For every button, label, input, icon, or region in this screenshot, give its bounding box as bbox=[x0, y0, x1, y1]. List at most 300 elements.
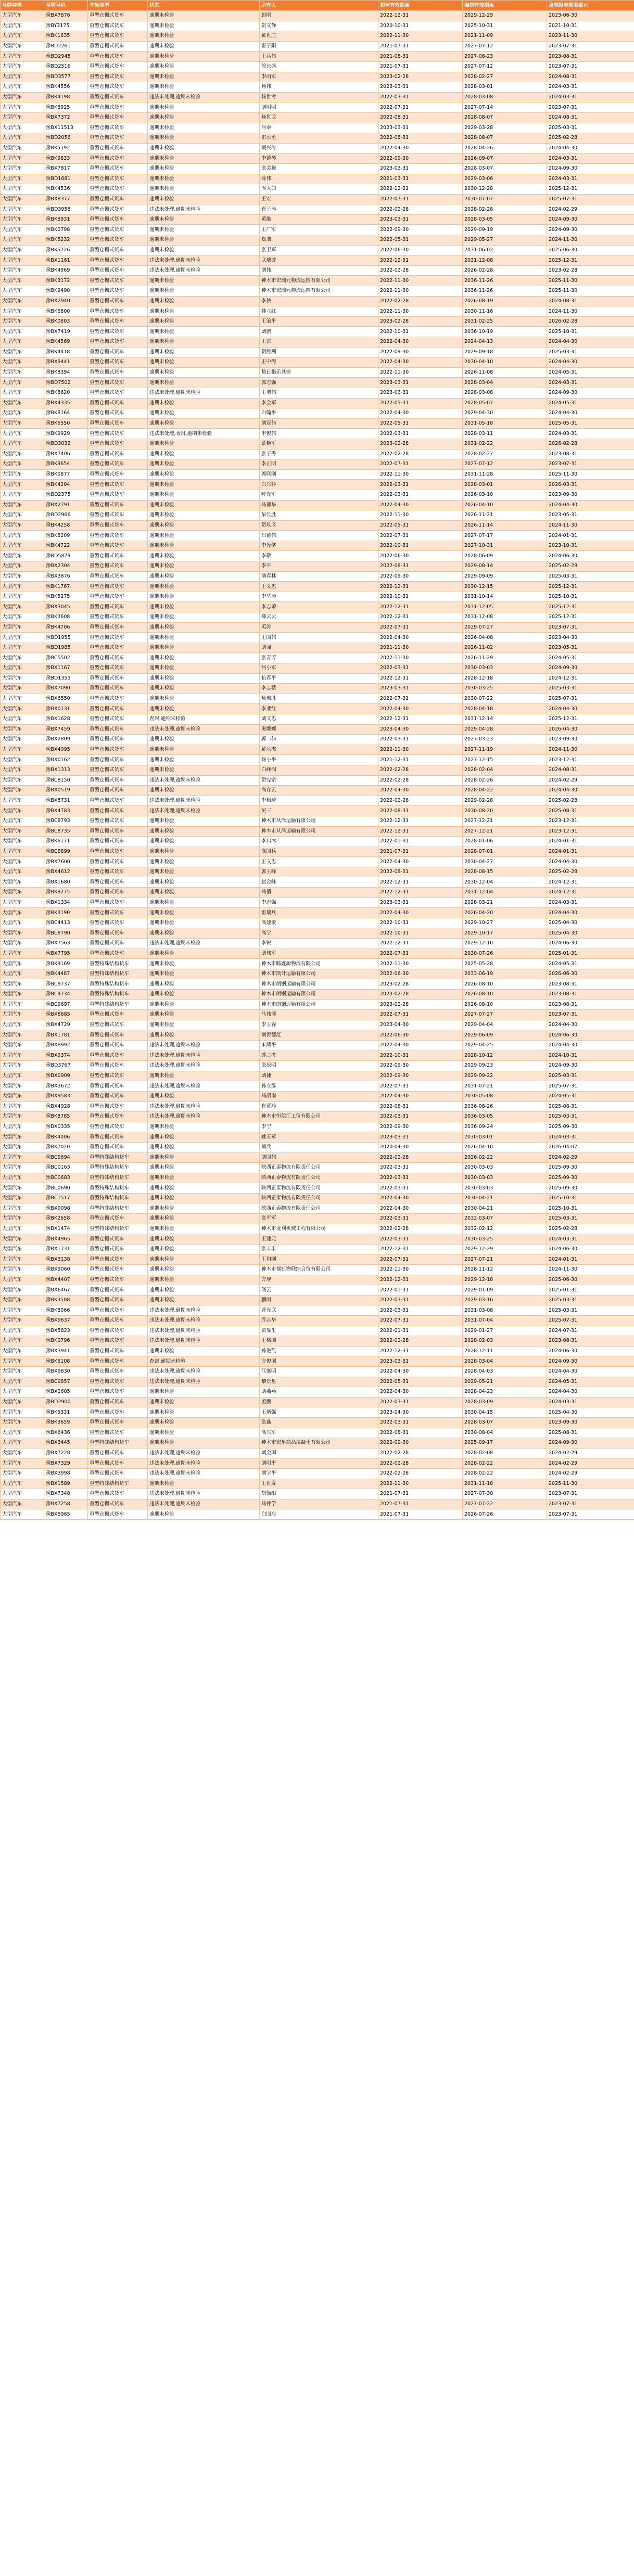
cell-status: 逾期未检验 bbox=[148, 1438, 260, 1449]
cell-inspection-due: 2022-12-31 bbox=[378, 1275, 463, 1285]
cell-vehicle-type: 重型仓栅式货车 bbox=[88, 439, 148, 449]
cell-plate-type: 大型汽车 bbox=[1, 265, 44, 276]
cell-inspection-due: 2022-09-30 bbox=[378, 347, 463, 357]
cell-plate-type: 大型汽车 bbox=[1, 255, 44, 266]
cell-inspection-due: 2022-06-30 bbox=[378, 245, 463, 255]
table-row bbox=[1, 1275, 634, 1285]
cell-mandatory-due: 2027-07-27 bbox=[463, 1010, 547, 1020]
cell-scrap-deadline: 2024-04-30 bbox=[547, 357, 634, 368]
cell-status: 逾期未检验 bbox=[148, 531, 260, 541]
cell-owner: 神木市宏瑞元物流运输有限公司 bbox=[260, 286, 378, 297]
cell-plate-number: 豫BX6436 bbox=[44, 1428, 88, 1438]
cell-owner: 贺宪宗 bbox=[260, 775, 378, 786]
cell-status: 逾期未检验 bbox=[148, 1163, 260, 1173]
cell-owner: 贺胜利 bbox=[260, 347, 378, 357]
cell-owner: 杭春平 bbox=[260, 673, 378, 684]
table-row bbox=[1, 755, 634, 765]
cell-mandatory-due: 2030-07-26 bbox=[463, 949, 547, 959]
cell-status: 逾期未检验 bbox=[148, 816, 260, 826]
cell-owner: 马伟博 bbox=[260, 1010, 378, 1020]
cell-plate-number: 豫BC9857 bbox=[44, 1377, 88, 1387]
cell-scrap-deadline: 2024-04-30 bbox=[547, 1366, 634, 1377]
cell-inspection-due: 2022-04-30 bbox=[378, 143, 463, 153]
cell-plate-number: 豫BC0683 bbox=[44, 1173, 88, 1183]
cell-plate-type: 大型汽车 bbox=[1, 1183, 44, 1194]
cell-plate-number: 豫BD7502 bbox=[44, 378, 88, 388]
cell-plate-number: 豫BK4706 bbox=[44, 622, 88, 633]
cell-scrap-deadline: 2024-12-31 bbox=[547, 888, 634, 898]
cell-plate-type: 大型汽车 bbox=[1, 908, 44, 918]
cell-vehicle-type: 重型仓栅式货车 bbox=[88, 21, 148, 31]
table-row bbox=[1, 1152, 634, 1163]
cell-vehicle-type: 重型仓栅式货车 bbox=[88, 1071, 148, 1081]
cell-status: 逾期未检验 bbox=[148, 133, 260, 144]
cell-mandatory-due: 2029-09-23 bbox=[463, 1061, 547, 1071]
cell-mandatory-due: 2028-03-04 bbox=[463, 1356, 547, 1367]
cell-plate-number: 豫BC4413 bbox=[44, 918, 88, 928]
table-row bbox=[1, 1163, 634, 1173]
cell-status: 逾期未检验 bbox=[148, 102, 260, 113]
cell-owner: 神木市郁钮物联综合贸有限公司 bbox=[260, 1265, 378, 1275]
cell-plate-type: 大型汽车 bbox=[1, 286, 44, 297]
cell-owner: 高兴军 bbox=[260, 1428, 378, 1438]
cell-vehicle-type: 重型仓栅式货车 bbox=[88, 704, 148, 714]
cell-inspection-due: 2022-08-31 bbox=[378, 561, 463, 572]
cell-owner: 周大如 bbox=[260, 184, 378, 195]
table-row bbox=[1, 112, 634, 123]
cell-inspection-due: 2023-03-31 bbox=[378, 388, 463, 398]
cell-scrap-deadline: 2021-10-31 bbox=[547, 21, 634, 31]
cell-mandatory-due: 2032-02-12 bbox=[463, 1224, 547, 1234]
cell-status: 逾期未检验 bbox=[148, 765, 260, 775]
table-row bbox=[1, 765, 634, 775]
cell-vehicle-type: 重型仓栅式货车 bbox=[88, 72, 148, 82]
cell-inspection-due: 2023-03-31 bbox=[378, 684, 463, 694]
cell-status: 违法未处理,逾期未检验 bbox=[148, 1305, 260, 1316]
cell-plate-type: 大型汽车 bbox=[1, 959, 44, 969]
cell-mandatory-due: 2030-03-25 bbox=[463, 1234, 547, 1245]
cell-mandatory-due: 2026-04-10 bbox=[463, 500, 547, 510]
cell-plate-type: 大型汽车 bbox=[1, 490, 44, 500]
cell-plate-number: 豫BX4965 bbox=[44, 1234, 88, 1245]
cell-status: 逾期未检验 bbox=[148, 235, 260, 246]
cell-vehicle-type: 重型仓栅式货车 bbox=[88, 1499, 148, 1509]
cell-inspection-due: 2022-11-30 bbox=[378, 276, 463, 286]
cell-owner: 徐长盛 bbox=[260, 61, 378, 72]
cell-mandatory-due: 2030-12-15 bbox=[463, 582, 547, 592]
cell-inspection-due: 2022-04-30 bbox=[378, 408, 463, 419]
cell-mandatory-due: 2028-04-18 bbox=[463, 704, 547, 714]
cell-status: 违法未处理,逾期未检验 bbox=[148, 1377, 260, 1387]
cell-scrap-deadline: 2023-02-28 bbox=[547, 265, 634, 276]
cell-plate-number: 豫BC8735 bbox=[44, 826, 88, 837]
cell-status: 逾期未检验 bbox=[148, 296, 260, 306]
cell-scrap-deadline: 2024-04-30 bbox=[547, 1040, 634, 1050]
table-row bbox=[1, 724, 634, 735]
cell-status: 逾期未检验 bbox=[148, 857, 260, 867]
cell-status: 逾期未检验 bbox=[148, 622, 260, 633]
cell-inspection-due: 2021-07-31 bbox=[378, 61, 463, 72]
cell-status: 逾期未检验 bbox=[148, 1193, 260, 1203]
table-row bbox=[1, 1254, 634, 1265]
cell-inspection-due: 2022-04-30 bbox=[378, 500, 463, 510]
cell-plate-type: 大型汽车 bbox=[1, 704, 44, 714]
cell-plate-number: 豫BD1985 bbox=[44, 643, 88, 653]
table-row bbox=[1, 286, 634, 297]
cell-plate-type: 大型汽车 bbox=[1, 1366, 44, 1377]
cell-owner: 赵金峰 bbox=[260, 877, 378, 888]
cell-owner: 马韶南 bbox=[260, 1091, 378, 1101]
cell-vehicle-type: 重型仓栅式货车 bbox=[88, 775, 148, 786]
table-row bbox=[1, 1417, 634, 1428]
cell-scrap-deadline: 2025-05-31 bbox=[547, 418, 634, 429]
cell-scrap-deadline: 2024-01-31 bbox=[547, 837, 634, 847]
cell-vehicle-type: 重型仓栅式货车 bbox=[88, 571, 148, 582]
cell-inspection-due: 2022-12-31 bbox=[378, 816, 463, 826]
cell-scrap-deadline: 2023-07-31 bbox=[547, 1499, 634, 1509]
cell-owner: 李德琴 bbox=[260, 153, 378, 164]
table-row bbox=[1, 255, 634, 266]
cell-vehicle-type: 重型仓栅式货车 bbox=[88, 1112, 148, 1122]
cell-vehicle-type: 重型仓栅式货车 bbox=[88, 357, 148, 368]
table-row bbox=[1, 1132, 634, 1143]
cell-plate-type: 大型汽车 bbox=[1, 1407, 44, 1418]
cell-owner: 李志强 bbox=[260, 898, 378, 908]
cell-inspection-due: 2022-11-30 bbox=[378, 469, 463, 480]
cell-owner: 郭联刚 bbox=[260, 469, 378, 480]
table-row bbox=[1, 357, 634, 368]
cell-plate-number: 豫BK9833 bbox=[44, 153, 88, 164]
cell-vehicle-type: 重型仓栅式货车 bbox=[88, 1468, 148, 1479]
cell-scrap-deadline: 2025-09-30 bbox=[547, 1183, 634, 1194]
cell-plate-type: 大型汽车 bbox=[1, 184, 44, 195]
cell-plate-type: 大型汽车 bbox=[1, 357, 44, 368]
cell-vehicle-type: 重型仓栅式货车 bbox=[88, 480, 148, 490]
cell-inspection-due: 2022-11-30 bbox=[378, 367, 463, 378]
cell-scrap-deadline: 2025-10-31 bbox=[547, 1203, 634, 1214]
cell-plate-type: 大型汽车 bbox=[1, 612, 44, 623]
cell-plate-type: 大型汽车 bbox=[1, 1468, 44, 1479]
cell-inspection-due: 2021-07-31 bbox=[378, 1489, 463, 1500]
cell-mandatory-due: 2031-02-22 bbox=[463, 439, 547, 449]
cell-mandatory-due: 2026-04-10 bbox=[463, 1142, 547, 1152]
table-row bbox=[1, 1356, 634, 1367]
cell-vehicle-type: 重型仓栅式货车 bbox=[88, 602, 148, 612]
cell-plate-number: 豫BD2375 bbox=[44, 490, 88, 500]
cell-inspection-due: 2022-07-31 bbox=[378, 694, 463, 704]
cell-owner: 高学 bbox=[260, 928, 378, 939]
cell-vehicle-type: 重型仓栅式货车 bbox=[88, 388, 148, 398]
cell-owner: 刘得德厄 bbox=[260, 1030, 378, 1041]
cell-vehicle-type: 重型仓栅式货车 bbox=[88, 204, 148, 215]
cell-plate-number: 豫BX7228 bbox=[44, 1448, 88, 1458]
table-row bbox=[1, 296, 634, 306]
cell-vehicle-type: 重型特殊结构货车 bbox=[88, 1152, 148, 1163]
cell-scrap-deadline: 2024-04-30 bbox=[547, 1020, 634, 1030]
cell-mandatory-due: 2028-02-27 bbox=[463, 449, 547, 459]
cell-inspection-due: 2022-10-31 bbox=[378, 1050, 463, 1061]
cell-vehicle-type: 重型特殊结构货车 bbox=[88, 1479, 148, 1489]
header-plate-type: 号牌种类 bbox=[1, 1, 44, 11]
cell-plate-type: 大型汽车 bbox=[1, 225, 44, 235]
cell-plate-number: 豫BK6800 bbox=[44, 306, 88, 317]
cell-plate-number: 豫BK1767 bbox=[44, 582, 88, 592]
cell-owner: 慕艳军 bbox=[260, 439, 378, 449]
cell-owner: 杨小平 bbox=[260, 755, 378, 765]
cell-inspection-due: 2022-02-28 bbox=[378, 204, 463, 215]
table-row bbox=[1, 1010, 634, 1020]
cell-plate-number: 豫BK5331 bbox=[44, 1407, 88, 1418]
cell-plate-number: 豫BC9694 bbox=[44, 1152, 88, 1163]
cell-scrap-deadline: 2024-03-31 bbox=[547, 82, 634, 93]
table-row bbox=[1, 898, 634, 908]
cell-plate-number: 豫BK8066 bbox=[44, 1305, 88, 1316]
cell-plate-type: 大型汽车 bbox=[1, 867, 44, 877]
table-row bbox=[1, 643, 634, 653]
cell-vehicle-type: 重型仓栅式货车 bbox=[88, 898, 148, 908]
cell-plate-number: 豫BK4204 bbox=[44, 480, 88, 490]
cell-scrap-deadline: 2024-03-31 bbox=[547, 429, 634, 439]
cell-inspection-due: 2023-04-30 bbox=[378, 724, 463, 735]
cell-inspection-due: 2022-04-30 bbox=[378, 786, 463, 796]
cell-status: 逾期未检验 bbox=[148, 1295, 260, 1305]
cell-mandatory-due: 2026-04-08 bbox=[463, 633, 547, 643]
cell-inspection-due: 2022-07-31 bbox=[378, 459, 463, 470]
cell-mandatory-due: 2029-10-17 bbox=[463, 928, 547, 939]
cell-plate-number: 豫BK8925 bbox=[44, 102, 88, 113]
cell-plate-number: 豫BK8931 bbox=[44, 214, 88, 225]
cell-mandatory-due: 2027-07-30 bbox=[463, 1489, 547, 1500]
cell-mandatory-due: 2031-12-04 bbox=[463, 888, 547, 898]
table-row bbox=[1, 1468, 634, 1479]
cell-owner: 王增伟 bbox=[260, 388, 378, 398]
cell-scrap-deadline: 2023-08-31 bbox=[547, 52, 634, 62]
cell-vehicle-type: 重型仓栅式货车 bbox=[88, 1254, 148, 1265]
cell-mandatory-due: 2028-02-03 bbox=[463, 1336, 547, 1347]
cell-owner: 闫云 bbox=[260, 1285, 378, 1296]
cell-owner: 王义忠 bbox=[260, 582, 378, 592]
cell-plate-number: 豫BX9583 bbox=[44, 1091, 88, 1101]
cell-owner: 解永杰 bbox=[260, 745, 378, 755]
cell-scrap-deadline: 2025-12-31 bbox=[547, 612, 634, 623]
cell-status: 逾期未检验 bbox=[148, 561, 260, 572]
cell-scrap-deadline: 2025-06-30 bbox=[547, 1275, 634, 1285]
cell-mandatory-due: 2031-11-18 bbox=[463, 1479, 547, 1489]
cell-plate-number: 豫BK4198 bbox=[44, 92, 88, 102]
cell-owner: 李梅琦 bbox=[260, 796, 378, 806]
table-row bbox=[1, 1509, 634, 1520]
cell-plate-number: 豫BX7876 bbox=[44, 11, 88, 21]
cell-inspection-due: 2023-03-31 bbox=[378, 163, 463, 174]
cell-owner: 李启冰 bbox=[260, 837, 378, 847]
cell-inspection-due: 2022-11-30 bbox=[378, 653, 463, 663]
cell-plate-number: 豫BC8899 bbox=[44, 847, 88, 857]
cell-scrap-deadline: 2024-01-31 bbox=[547, 1254, 634, 1265]
table-row bbox=[1, 1428, 634, 1438]
cell-plate-type: 大型汽车 bbox=[1, 939, 44, 949]
cell-inspection-due: 2022-07-31 bbox=[378, 1316, 463, 1326]
cell-owner: 王和刚 bbox=[260, 1254, 378, 1265]
cell-plate-number: 豫BX0131 bbox=[44, 704, 88, 714]
cell-plate-type: 大型汽车 bbox=[1, 1458, 44, 1469]
cell-status: 逾期未检验 bbox=[148, 378, 260, 388]
table-row bbox=[1, 1285, 634, 1296]
cell-scrap-deadline: 2024-06-30 bbox=[547, 939, 634, 949]
table-row bbox=[1, 1407, 634, 1418]
cell-plate-number: 豫BD1681 bbox=[44, 174, 88, 184]
cell-scrap-deadline: 2026-04-30 bbox=[547, 724, 634, 735]
cell-scrap-deadline: 2024-03-31 bbox=[547, 92, 634, 102]
cell-status: 逾期未检验 bbox=[148, 1010, 260, 1020]
cell-plate-number: 豫BX1167 bbox=[44, 663, 88, 674]
cell-mandatory-due: 2029-03-06 bbox=[463, 174, 547, 184]
cell-plate-type: 大型汽车 bbox=[1, 143, 44, 153]
cell-vehicle-type: 重型仓栅式货车 bbox=[88, 745, 148, 755]
cell-status: 逾期未检验 bbox=[148, 11, 260, 21]
cell-owner: 陕西正泰物流有限责任公司 bbox=[260, 1163, 378, 1173]
header-inspection-due: 初登有效期至 bbox=[378, 1, 463, 11]
cell-status: 违法未处理,逾期未检验 bbox=[148, 1489, 260, 1500]
cell-plate-number: 豫BK6550 bbox=[44, 418, 88, 429]
cell-inspection-due: 2022-04-30 bbox=[378, 633, 463, 643]
cell-vehicle-type: 重型仓栅式货车 bbox=[88, 123, 148, 133]
cell-plate-number: 豫BX9441 bbox=[44, 357, 88, 368]
cell-owner: 神木市恒信汇工贸有限公司 bbox=[260, 1112, 378, 1122]
cell-vehicle-type: 重型特殊结构货车 bbox=[88, 1193, 148, 1203]
cell-status: 违法未处理,逾期未检验 bbox=[148, 388, 260, 398]
cell-scrap-deadline: 2024-09-30 bbox=[547, 214, 634, 225]
cell-plate-number: 豫BD2261 bbox=[44, 41, 88, 52]
cell-owner: 申俊伟 bbox=[260, 429, 378, 439]
cell-mandatory-due: 2028-04-26 bbox=[463, 143, 547, 153]
cell-plate-type: 大型汽车 bbox=[1, 112, 44, 123]
cell-plate-number: 豫BX1628 bbox=[44, 714, 88, 724]
cell-vehicle-type: 重型特殊结构货车 bbox=[88, 1163, 148, 1173]
cell-plate-number: 豫BK3172 bbox=[44, 276, 88, 286]
cell-inspection-due: 2022-12-31 bbox=[378, 184, 463, 195]
cell-plate-type: 大型汽车 bbox=[1, 1356, 44, 1367]
cell-mandatory-due: 2029-09-19 bbox=[463, 225, 547, 235]
cell-inspection-due: 2023-03-31 bbox=[378, 378, 463, 388]
cell-vehicle-type: 重型仓栅式货车 bbox=[88, 429, 148, 439]
cell-status: 逾期未检验 bbox=[148, 1397, 260, 1407]
cell-scrap-deadline: 2025-07-31 bbox=[547, 694, 634, 704]
cell-mandatory-due: 2026-02-28 bbox=[463, 265, 547, 276]
cell-plate-number: 豫BX1474 bbox=[44, 1224, 88, 1234]
cell-plate-type: 大型汽车 bbox=[1, 347, 44, 357]
cell-plate-number: 豫BD5879 bbox=[44, 551, 88, 561]
cell-mandatory-due: 2028-04-03 bbox=[463, 1366, 547, 1377]
cell-owner: 苏二考 bbox=[260, 1050, 378, 1061]
cell-scrap-deadline: 2024-05-31 bbox=[547, 367, 634, 378]
cell-mandatory-due: 2030-03-01 bbox=[463, 1132, 547, 1143]
cell-mandatory-due: 2028-08-15 bbox=[463, 867, 547, 877]
cell-plate-number: 豫BX7090 bbox=[44, 684, 88, 694]
cell-owner: 郭玉峰 bbox=[260, 867, 378, 877]
cell-vehicle-type: 重型仓栅式货车 bbox=[88, 52, 148, 62]
cell-plate-number: 豫BX6467 bbox=[44, 1285, 88, 1296]
cell-owner: 刘学平 bbox=[260, 1468, 378, 1479]
cell-plate-number: 豫BX0335 bbox=[44, 1122, 88, 1132]
cell-plate-type: 大型汽车 bbox=[1, 1244, 44, 1254]
cell-owner: 李雨军 bbox=[260, 72, 378, 82]
cell-scrap-deadline: 2025-08-31 bbox=[547, 806, 634, 816]
cell-scrap-deadline: 2024-05-31 bbox=[547, 1377, 634, 1387]
cell-scrap-deadline: 2023-07-31 bbox=[547, 102, 634, 113]
cell-scrap-deadline: 2025-09-30 bbox=[547, 1122, 634, 1132]
cell-status: 逾期未检验 bbox=[148, 174, 260, 184]
cell-plate-type: 大型汽车 bbox=[1, 1336, 44, 1347]
cell-scrap-deadline: 2024-10-31 bbox=[547, 1050, 634, 1061]
cell-inspection-due: 2021-07-31 bbox=[378, 847, 463, 857]
cell-vehicle-type: 重型仓栅式货车 bbox=[88, 490, 148, 500]
cell-mandatory-due: 2036-08-26 bbox=[463, 1101, 547, 1112]
cell-inspection-due: 2022-02-28 bbox=[378, 1448, 463, 1458]
cell-status: 逾期未检验 bbox=[148, 1183, 260, 1194]
cell-owner: 乔志华 bbox=[260, 1316, 378, 1326]
cell-scrap-deadline: 2023-12-31 bbox=[547, 816, 634, 826]
cell-status: 逾期未检验 bbox=[148, 735, 260, 745]
cell-owner: 高存云 bbox=[260, 786, 378, 796]
cell-scrap-deadline: 2023-04-30 bbox=[547, 633, 634, 643]
cell-owner: 陕西正泰物流有限责任公司 bbox=[260, 1193, 378, 1203]
cell-plate-type: 大型汽车 bbox=[1, 469, 44, 480]
cell-plate-type: 大型汽车 bbox=[1, 999, 44, 1010]
cell-status: 逾期未检验 bbox=[148, 663, 260, 674]
cell-owner: 李亚红 bbox=[260, 704, 378, 714]
cell-plate-type: 大型汽车 bbox=[1, 888, 44, 898]
table-row bbox=[1, 633, 634, 643]
cell-status: 逾期未检验 bbox=[148, 704, 260, 714]
cell-mandatory-due: 2031-12-14 bbox=[463, 714, 547, 724]
cell-scrap-deadline: 2024-04-30 bbox=[547, 857, 634, 867]
cell-scrap-deadline: 2023-07-31 bbox=[547, 61, 634, 72]
cell-owner: 张鑫 bbox=[260, 1417, 378, 1428]
cell-scrap-deadline: 2024-11-30 bbox=[547, 235, 634, 246]
cell-mandatory-due: 2036-03-05 bbox=[463, 1112, 547, 1122]
table-row bbox=[1, 1316, 634, 1326]
table-row bbox=[1, 837, 634, 847]
cell-status: 违法未处理,逾期未检验 bbox=[148, 1101, 260, 1112]
cell-plate-type: 大型汽车 bbox=[1, 1305, 44, 1316]
cell-status: 逾期未检验 bbox=[148, 41, 260, 52]
cell-scrap-deadline: 2025-11-30 bbox=[547, 276, 634, 286]
cell-vehicle-type: 重型仓栅式货车 bbox=[88, 1346, 148, 1356]
cell-plate-number: 豫BD3958 bbox=[44, 204, 88, 215]
cell-plate-type: 大型汽车 bbox=[1, 1173, 44, 1183]
cell-owner: 李正明 bbox=[260, 459, 378, 470]
cell-vehicle-type: 重型仓栅式货车 bbox=[88, 61, 148, 72]
cell-scrap-deadline: 2025-02-28 bbox=[547, 1224, 634, 1234]
cell-plate-type: 大型汽车 bbox=[1, 1010, 44, 1020]
cell-status: 违法未处理,逾期未检验 bbox=[148, 1336, 260, 1347]
cell-inspection-due: 2022-07-31 bbox=[378, 622, 463, 633]
cell-vehicle-type: 重型仓栅式货车 bbox=[88, 1142, 148, 1152]
cell-status: 逾期未检验 bbox=[148, 908, 260, 918]
cell-owner: 江盛明 bbox=[260, 1366, 378, 1377]
cell-inspection-due: 2022-08-31 bbox=[378, 867, 463, 877]
cell-inspection-due: 2022-02-28 bbox=[378, 265, 463, 276]
cell-owner: 王格国 bbox=[260, 1336, 378, 1347]
cell-mandatory-due: 2026-08-10 bbox=[463, 999, 547, 1010]
cell-inspection-due: 2022-03-31 bbox=[378, 663, 463, 674]
cell-vehicle-type: 重型特殊结构货车 bbox=[88, 959, 148, 969]
cell-mandatory-due: 2027-07-12 bbox=[463, 41, 547, 52]
cell-status: 逾期未检验 bbox=[148, 979, 260, 990]
cell-vehicle-type: 重型仓栅式货车 bbox=[88, 214, 148, 225]
cell-inspection-due: 2022-02-28 bbox=[378, 775, 463, 786]
cell-plate-number: 豫BX7795 bbox=[44, 949, 88, 959]
